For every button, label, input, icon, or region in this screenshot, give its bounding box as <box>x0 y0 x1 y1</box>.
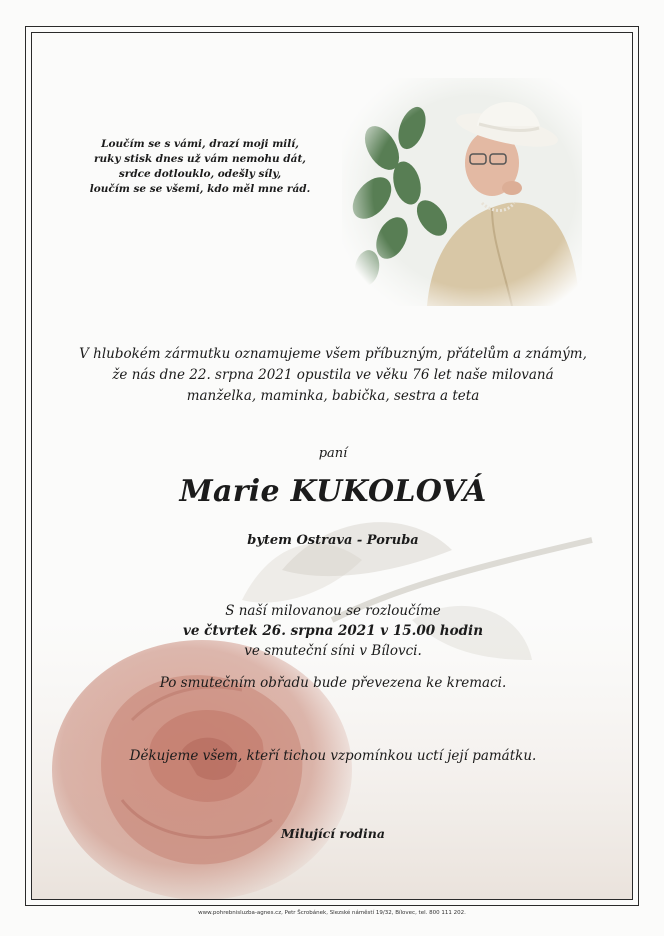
signature: Milující rodina <box>280 826 385 841</box>
poem-line: loučím se se všemi, kdo měl mne rád. <box>89 183 311 195</box>
ceremony-place: ve smuteční síni v Bílovci. <box>244 643 422 659</box>
poem-line: Loučím se s vámi, drazí moji milí, <box>101 138 299 150</box>
poem-line: srdce dotlouklo, odešly síly, <box>118 168 282 180</box>
announcement-text <box>40 344 626 407</box>
poem-line: ruky stisk dnes už vám nemohu dát, <box>94 153 306 165</box>
announcement-line: že nás dne 22. srpna 2021 opustila ve věku 76 let naše milovaná <box>112 367 554 383</box>
ceremony-line: S naší milovanou se rozloučíme <box>225 603 441 619</box>
thanks-note: Děkujeme všem, kteří tichou vzpomínkou uctí její památku. <box>129 748 537 764</box>
deceased-name: Marie KUKOLOVÁ <box>179 474 487 509</box>
cremation-note: Po smutečním obřadu bude převezena ke kremaci. <box>159 675 507 691</box>
announcement-line: manželka, maminka, babička, sestra a teta <box>186 388 480 404</box>
residence: bytem Ostrava - Poruba <box>247 533 419 548</box>
footer-contact: www.pohrebnisluzba-agnes.cz, Petr Šcrobánek, Slezské náměstí 19/32, Bílovec, tel. 800 111 202. <box>198 910 466 916</box>
announcement-line: V hlubokém zármutku oznamujeme všem příbuzným, přátelům a známým, <box>79 346 587 362</box>
portrait-photo <box>342 78 582 306</box>
ceremony-date: ve čtvrtek 26. srpna 2021 v 15.00 hodin <box>182 623 484 639</box>
poem <box>60 137 340 197</box>
ceremony-info <box>40 601 626 661</box>
salutation: paní <box>318 446 348 461</box>
